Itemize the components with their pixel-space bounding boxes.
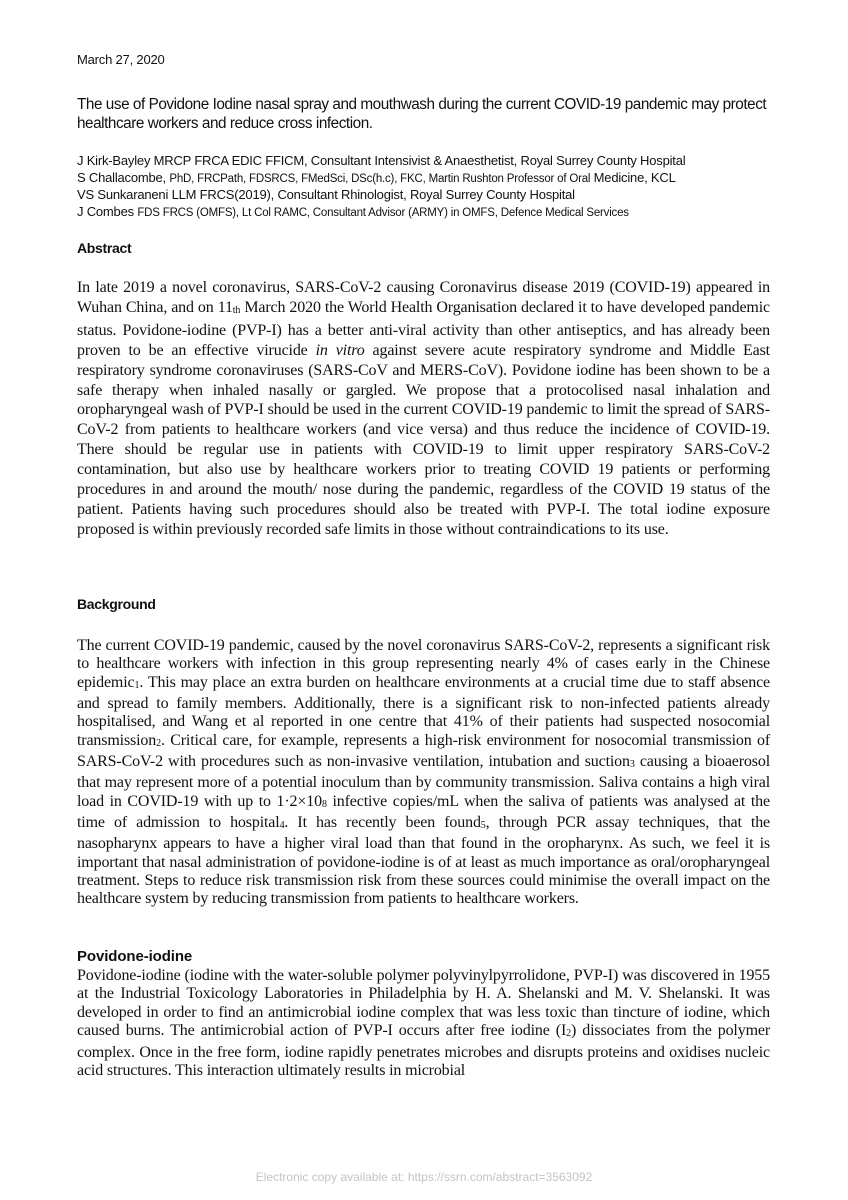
text-segment: The current COVID-19 pandemic, caused by the novel coronavirus SARS-CoV-2, represents a significant risk to healthcare workers with infection in this group representing nearly 4% of cases early in the Chinese epidemic (77, 637, 770, 691)
text-segment: ) dissociates from the polymer complex. Once in the free form, iodine rapidly penetrates microbes and disrupts proteins and oxidises nucleic acid structures. This interaction ultimately results in microbial (77, 1022, 770, 1080)
author-line (77, 187, 797, 204)
author-affiliation: Medicine, KCL (590, 169, 676, 185)
ssrn-footer-link[interactable]: Electronic copy available at: https://ssrn.com/abstract=3563092 (255, 1170, 593, 1184)
ordinal-suffix: th (232, 304, 241, 316)
author-credentials: FDS FRCS (OMFS), Lt Col RAMC, Consultant Advisor (ARMY) in OMFS, Defence Medical Services (137, 206, 629, 219)
publication-date: March 27, 2020 (77, 52, 165, 67)
povidone-iodine-heading: Povidone-iodine (77, 948, 193, 965)
author-name: VS Sunkaraneni LLM FRCS(2019), Consultant Rhinologist, Royal Surrey County Hospital (77, 187, 575, 202)
text-segment: . It has recently been found (284, 814, 481, 832)
author-name: J Kirk-Bayley MRCP FRCA EDIC FFICM, Consultant Intensivist & Anaesthetist, Royal Surrey County Hospital (77, 153, 686, 168)
author-list (77, 153, 797, 221)
text-segment: infective copies/mL when the saliva of patients was analysed at the time of admission to hospital (77, 792, 770, 832)
background-paragraph (77, 637, 770, 909)
povidone-iodine-paragraph (77, 967, 770, 1080)
author-line (77, 170, 797, 188)
text-segment: causing a bioaerosol that may represent more of a potential inoculum than by community transmission. Saliva contains a high viral load in COVID-19 with up to 1·2×10 (77, 753, 770, 810)
paper-title: The use of Povidone Iodine nasal spray and mouthwash during the current COVID-19 pandemic may protect healthcare workers and reduce cross infection. (77, 96, 767, 132)
text-segment: In late 2019 a novel coronavirus, SARS-CoV-2 causing Coronavirus disease 2019 (COVID-19) appeared in Wuhan China, and on 11 (77, 279, 770, 316)
subscript: 2 (566, 1028, 571, 1040)
author-credentials: PhD, FRCPath, FDSRCS, FMedSci, DSc(h.c), FKC, Martin Rushton Professor of Oral (169, 172, 591, 185)
citation-ref: 4 (279, 820, 285, 832)
text-segment: . Critical care, for example, represents a high-risk environment for nosocomial transmission of SARS-CoV-2 with procedures such as non-invasive ventilation, intubation and suction (77, 731, 770, 771)
background-heading: Background (77, 596, 156, 612)
text-segment: . This may place an extra burden on healthcare environments at a crucial time due to staff absence and spread to family members. Additionally, there is a significant risk to non-infected patients already hospitalised, and Wang et al reported in one centre that 41% of their patients had suspected nosocomial transmission (77, 673, 770, 749)
abstract-heading: Abstract (77, 240, 132, 256)
text-segment: against severe acute respiratory syndrome and Middle East respiratory syndrome coronaviruses (SARS-CoV and MERS-CoV). Povidone iodine has been shown to be a safe therapy when inhaled nasally or gargled. We propose that a protocolised nasal inhalation and oropharyngeal wash of PVP-I should be used in the current COVID-19 pandemic to limit the spread of SARS-CoV-2 from patients to healthcare workers (and vice versa) and thus reduce the incidence of COVID-19. There should be regular use in patients with COVID-19 to limit upper respiratory SARS-CoV-2 contamination, but also use by healthcare workers prior to treating COVID 19 patients or performing procedures in and around the mouth/ nose during the pandemic, regardless of the COVID 19 status of the patient. Patients having such procedures should also be treated with PVP-I. The total iodine exposure proposed is within previously recorded safe limits in those without contraindications to its use. (77, 341, 770, 538)
text-segment: , through PCR assay techniques, that the nasopharynx appears to have a higher viral load than that found in the oropharynx. As such, we feel it is important that nasal administration of povidone-iodine is of at least as much importance as oral/oropharyngeal treatment. Steps to reduce risk transmission risk from these sources could minimise the overall impact on the healthcare system by reducing transmission from patients to healthcare workers. (77, 814, 770, 908)
citation-ref: 2 (156, 737, 161, 749)
text-segment: March 2020 the World Health Organisation declared it to have developed pandemic status. Povidone-iodine (PVP-I) has a better anti-viral activity than other antiseptics, and has already been proven to be an effective virucide (77, 298, 770, 359)
author-name: J Combes (77, 203, 138, 219)
citation-ref: 1 (134, 679, 140, 691)
abstract-paragraph (77, 278, 770, 540)
author-name: S Challacombe, (77, 169, 170, 185)
exponent: 8 (321, 798, 327, 810)
citation-ref: 3 (629, 759, 635, 771)
author-line (77, 204, 797, 222)
text-segment: Povidone-iodine (iodine with the water-soluble polymer polyvinylpyrrolidone, PVP-I) was discovered in 1955 at the Industrial Toxicology Laboratories in Philadelphia by H. A. Shelanski and M. V. Shelanski. It was developed in order to find an antimicrobial iodine complex that was less toxic than tincture of iodine, which caused burns. The antimicrobial action of PVP-I occurs after free iodine (I (77, 967, 770, 1040)
italic-term: in vitro (315, 341, 365, 359)
author-line (77, 153, 797, 170)
citation-ref: 5 (480, 820, 486, 832)
